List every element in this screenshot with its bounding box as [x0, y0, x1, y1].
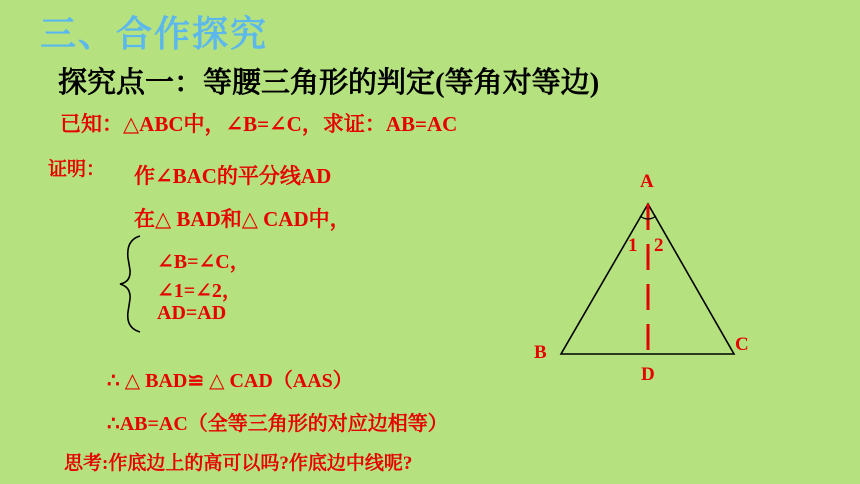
proof-step-2: 在△ BAD和△ CAD中， [134, 207, 351, 231]
think-question: 思考:作底边上的高可以吗?作底边中线呢? [64, 453, 413, 474]
proof-step-1: 作∠BAC的平分线AD [134, 164, 332, 188]
given-statement: 已知：△ABC中，∠B=∠C，求证：AB=AC [60, 112, 458, 136]
proof-label: 证明： [48, 159, 106, 180]
section-title: 三、合作探究 [40, 14, 269, 55]
condition-angle-1-2: ∠1=∠2， [157, 280, 242, 302]
topic-subtitle: 探究点一：等腰三角形的判定(等角对等边) [58, 67, 600, 99]
vertex-label-b: B [534, 342, 547, 363]
condition-angle-b-c: ∠B=∠C， [157, 251, 250, 273]
left-brace [120, 236, 140, 332]
vertex-label-a: A [640, 171, 654, 192]
angle-label-1: 1 [628, 235, 638, 256]
congruence-conclusion: ∴ △ BAD≌ △ CAD（AAS） [107, 370, 353, 392]
condition-ad-ad: AD=AD [157, 302, 227, 324]
angle-label-2: 2 [654, 235, 664, 256]
final-conclusion: ∴AB=AC（全等三角形的对应边相等） [107, 413, 448, 435]
vertex-label-c: C [735, 334, 749, 355]
point-label-d: D [641, 364, 655, 385]
